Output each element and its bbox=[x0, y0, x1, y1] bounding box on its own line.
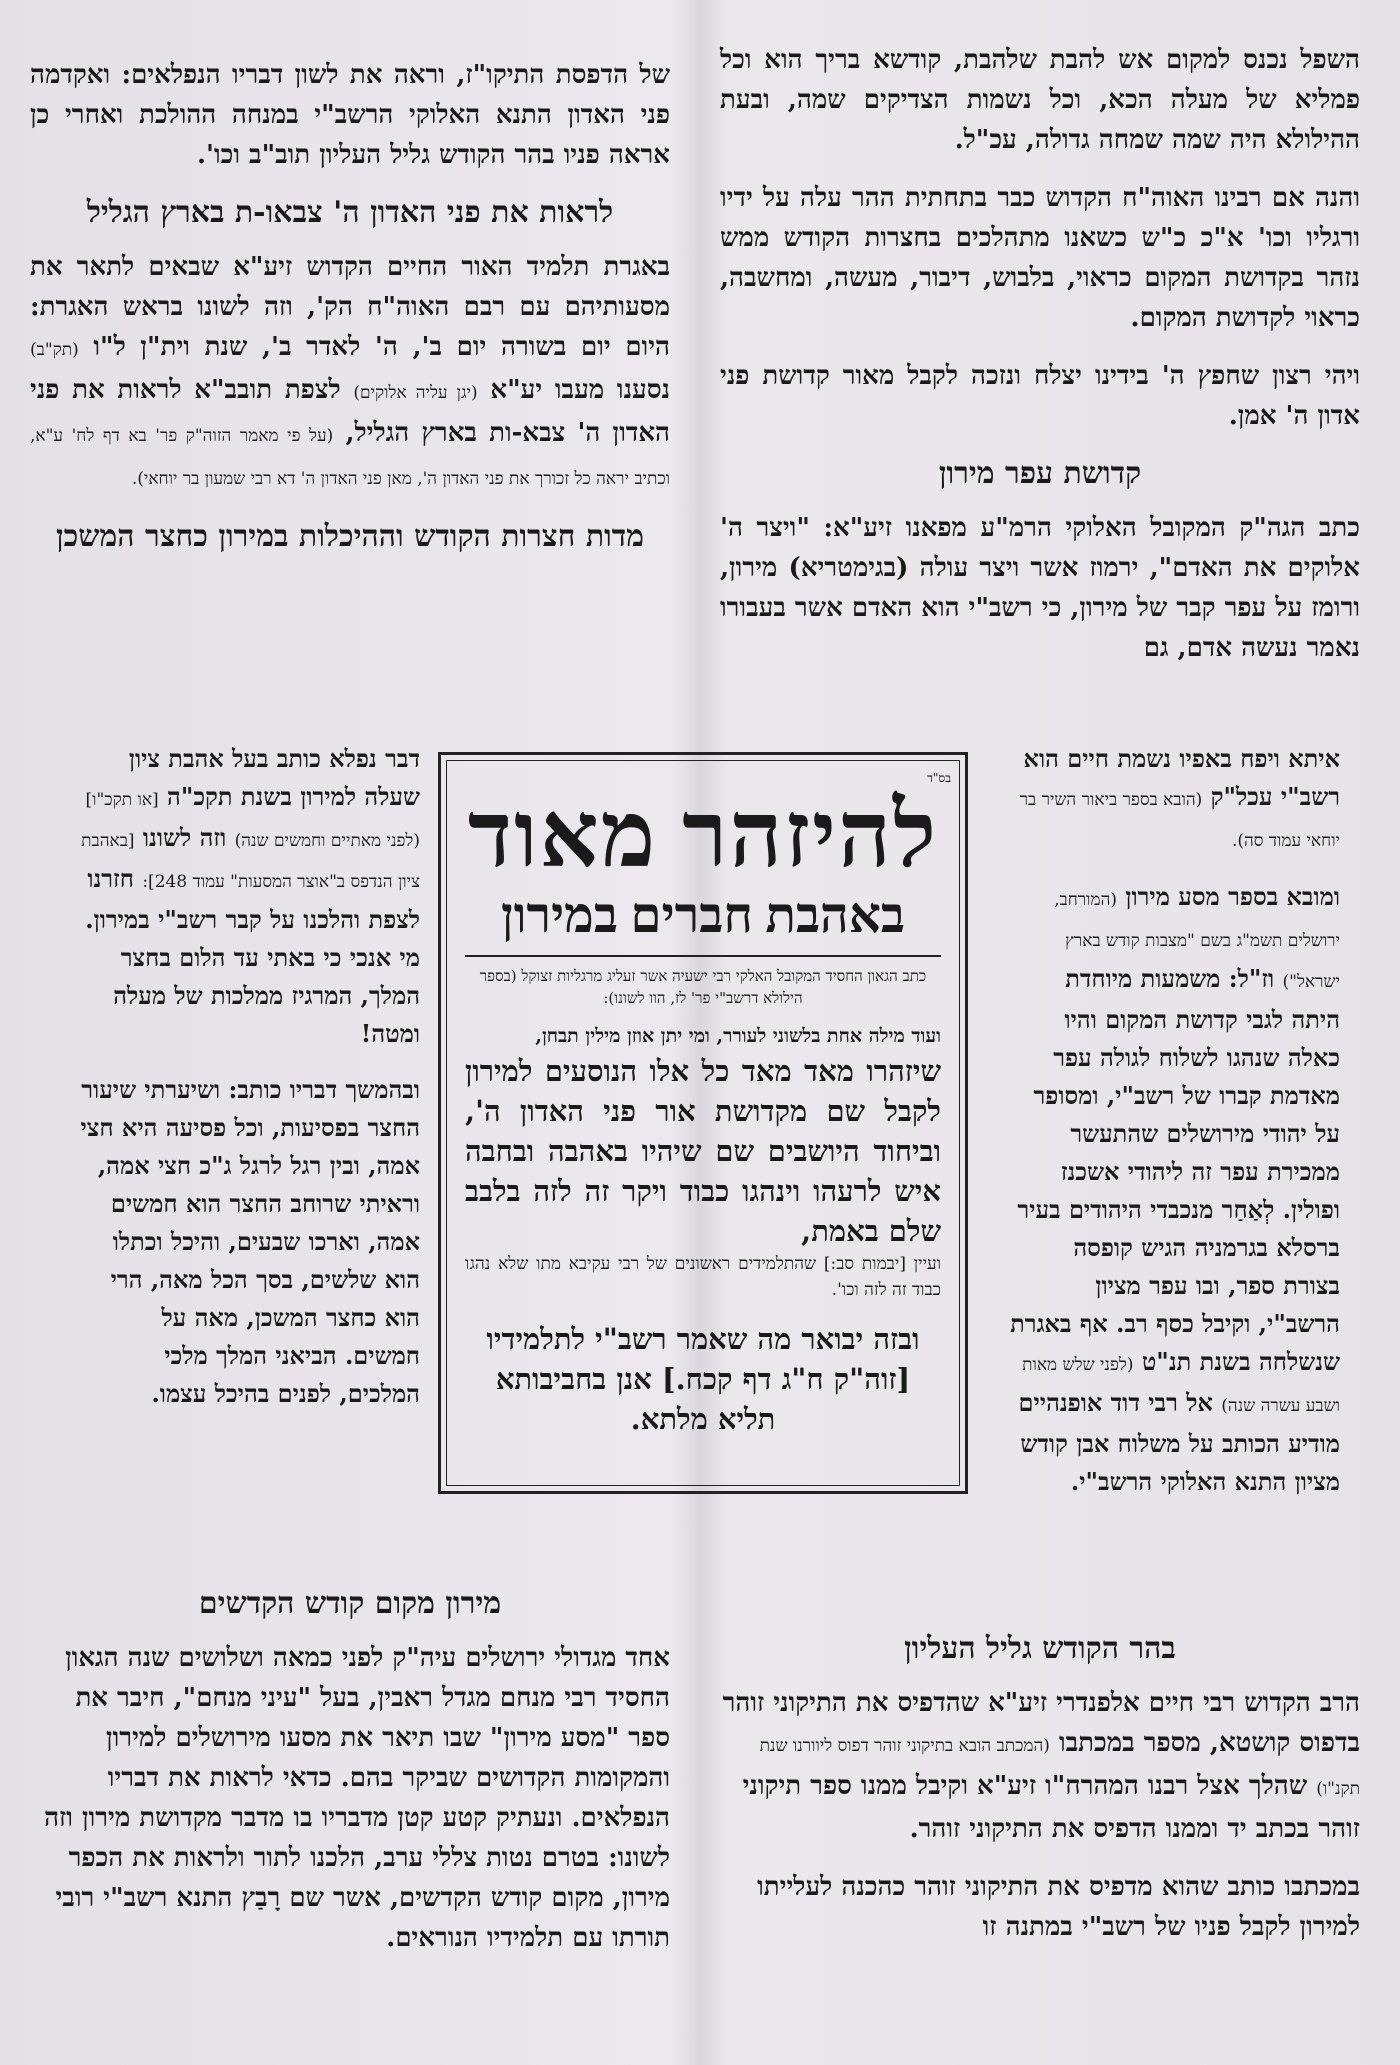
paragraph bbox=[1010, 740, 1340, 860]
paragraph: ויהי רצון שחפץ ה' בידינו יצלח ונזכה לקבל מאור קדושת פני אדון ה' אמן. bbox=[720, 361, 1360, 431]
citation: [או תקכ"ו] (לפני מאתיים וחמשים שנה) bbox=[85, 790, 420, 851]
text-run: נסענו מעבו יע"א bbox=[490, 375, 670, 405]
text-run: אל רבי דוד אופנהיים מודיע הכותב על משלוח אבן קודש מציון התנא האלוקי הרשב"י. bbox=[1018, 1388, 1340, 1496]
right-narrow-column bbox=[1010, 740, 1340, 1519]
text-run: לצפת תובב"א לראות את פני האדון ה' צבא-ות בארץ הגליל, bbox=[30, 375, 670, 448]
paragraph bbox=[720, 1683, 1360, 1849]
paragraph: במכתבו כותב שהוא מדפיס את התיקוני זוהר כהכנה לעלייתו למירון לקבל פניו של רשב"י במתנה זו bbox=[757, 1872, 1360, 1942]
text-run: איתא ויפח באפיו נשמת חיים הוא רשב"י עכל"ק bbox=[1023, 744, 1340, 811]
bs-d-mark: בס"ד bbox=[927, 771, 951, 785]
citation: (תק"ב) bbox=[30, 340, 79, 360]
bottom-left-section bbox=[30, 1570, 670, 1976]
citation: (המורחב, ירושלים תשמ"ג בשם "מצבות קודש בארץ ישראל") bbox=[1054, 890, 1340, 992]
section-heading-holy-of-holies: מירון מקום קודש הקדשים bbox=[198, 1586, 502, 1621]
paragraph: של הדפסת התיקו"ז, וראה את לשון דבריו הנפלאים: ואקדמה פני האדון התנא האלוקי הרשב"י במנחה ההולכת ואחרי כן אראה פניו בהר הקודש גליל העליון תוב"ב וכו'. bbox=[30, 60, 670, 170]
paragraph bbox=[1010, 878, 1340, 1501]
citation: [באהבת ציון הנדפס ב"אוצר המסעות" עמוד 248]: bbox=[81, 831, 420, 892]
citation: (על פי מאמר הזוה"ק פר' בא דף לח' ע"א, וכתיב יראה כל זכורך את פני האדון ה', מאן פני האדון ה' דא רבי שמעון בר יוחאי). bbox=[30, 426, 670, 489]
citation: (יגן עליה אלוקים) bbox=[353, 383, 478, 403]
box-author-line: כתב הגאון החסיד המקובל האלקי רבי ישעיה אשר זעליג מרגליות זצוקל (בספר הילולא דרשב"י פר' לז, הוו לשונו): bbox=[465, 955, 941, 1009]
citation: (לפני שלש מאות ושבע עשרה שנה) bbox=[1022, 1355, 1340, 1416]
right-column bbox=[720, 40, 1360, 686]
section-heading-courts: מדות חצרות הקודש וההיכלות במירון כחצר המשכן bbox=[55, 519, 645, 554]
text-run: חזרנו לצפת והלכנו על קבר רשב"י במירון. מי אנכי כי באתי עד הלום בחצר המלך, המרגיז ממלכות של מעלה ומטה! bbox=[85, 864, 420, 1048]
text-run: שהלך אצל רבנו המהרח"ו זיע"א וקיבל ממנו ספר תיקוני זוהר בכתב יד וממנו הדפיס את התיקוני זוהר. bbox=[742, 1771, 1360, 1844]
paragraph: והנה אם רבינו האוה"ח הקדוש כבר בתחתית ההר עלה על ידיו ורגליו וכו' א"כ כ"ש כשאנו מתהלכים בחצרות הקודש ממש נזהר בקדושת המקום כראוי, בלבוש, דיבור, מעשה, ומחשבה, כראוי לקדושת המקום. bbox=[720, 183, 1360, 333]
paragraph bbox=[80, 740, 420, 1053]
citation: (המכתב הובא בתיקוני זוהר דפוס ליוורנו שנת תקנ"ו) bbox=[759, 1736, 1360, 1799]
paragraph: השפל נכנס למקום אש להבת שלהבת, קודשא בריך הוא וכל פמליא של מעלה הכא, וכל נשמות הצדיקים שמה, ובעת ההילולא היה שמה שמחה גדולה, עכ"ל. bbox=[720, 45, 1360, 155]
box-headline: להיזהר מאוד bbox=[467, 784, 939, 886]
section-heading-afar-miron: קדושת עפר מירון bbox=[938, 456, 1142, 491]
text-run: וז"ל: משמעות מיוחדת היתה לגבי קדושת המקום והיו כאלה שנהגו לשלוח לגולה עפר מאדמת קברו של רשב"י, ומסופר על יהודי מירושלים שהתעשר ממכירת עפר זה ליהודי אשכנז ופולין. לְאַחַר מנכבדי היהודים בעיר ברסלא בגרמניה הגיש קופסה בצורת ספר, ובו עפר מציון הרשב"י, וקיבל כסף רב. אף באגרת שנשלחה בשנת תנ"ט bbox=[1010, 964, 1340, 1376]
text-run: וזה לשונו bbox=[142, 823, 227, 852]
box-main-text: שיזהרו מאד מאד כל אלו הנוסעים למירון לקבל שם מקדושת אור פני האדון ה', וביחוד היושבים שם שיהיו באהבה ובחבה איש לרעהו וינהגו כבוד ויקר זה לזה בלבב שלם באמת, bbox=[465, 1054, 941, 1248]
paragraph: ובהמשך דבריו כותב: ושיערתי שיעור החצר בפסיעות, וכל פסיעה היא חצי אמה, ובין רגל לרגל ג"כ חצי אמה, וראיתי שרוחב החצר הוא חמשים אמה, וארכו שבעים, והיכל וכתלו הוא שלשים, בסך הכל מאה, הרי הוא כחצר המשכן, מאה על חמשים. הביאני המלך מלכי המלכים, לפנים בהיכל עצמו. bbox=[80, 1075, 420, 1408]
text-run: דבר נפלא כותב בעל אהבת ציון שעלה למירון בשנת תקכ"ה bbox=[128, 744, 420, 811]
box-closing: ובזה יבואר מה שאמר רשב"י לתלמידיו [זוה"ק ח"ג דף קכח.] אנן בחביבותא תליא מלתא. bbox=[486, 1322, 920, 1436]
section-heading-see-face: לראות את פני האדון ה' צבאו-ת בארץ הגליל bbox=[86, 195, 614, 230]
text-run: ומובא בספר מסע מירון bbox=[1125, 882, 1340, 911]
center-framed-box bbox=[438, 752, 968, 1494]
box-subheadline: באהבת חברים במירון bbox=[500, 887, 906, 943]
paragraph bbox=[30, 247, 670, 499]
paragraph: כתב הגה"ק המקובל האלוקי הרמ"ע מפאנו זיע"א: "ויצר ה' אלוקים את האדם", ירמוז אשר ויצר עולה (בגימטריא) מירון, ורומז על עפר קבר של מירון, כי רשב"י הוא האדם אשר בעבורו נאמר נעשה אדם, גם bbox=[720, 513, 1360, 663]
left-column bbox=[30, 55, 670, 571]
left-narrow-column bbox=[80, 740, 420, 1431]
paragraph: אחד מגדולי ירושלים עיה"ק לפני כמאה ושלושים שנה הגאון החסיד רבי מנחם מגדל ראבין, בעל "עיני מנחם", חיבר את ספר "מסע מירון" שבו תיאר את מסעו מירושלים למירון והמקומות הקדושים שביקר בהם. כדאי לראות את דבריו הנפלאים. ונעתיק קטע קטן מדבריו בו מדבר מקדושת מירון וזה לשונו: בטרם נטות צללי ערב, הלכנו לתור ולראות את הכפר מירון, מקום קודש הקדשים, אשר שם רָבַץ התנא רשב"י רובי תורתו עם תלמידיו הנוראים. bbox=[44, 1643, 670, 1953]
section-heading-upper-galilee: בהר הקודש גליל העליון bbox=[904, 1631, 1176, 1666]
citation: (הובא בספר ביאור השיר בר יוחאי עמוד סה). bbox=[1019, 790, 1340, 851]
box-reference: ועיין [יבמות סב:] שהתלמידים ראשונים של רבי עקיבא מתו שלא נהגו כבוד זה לזה וכו'. bbox=[465, 1254, 941, 1300]
text-run: הרב הקדוש רבי חיים אלפנדרי זיע"א שהדפיס את התיקוני זוהר בדפוס קושטא, מספר במכתבו bbox=[722, 1688, 1360, 1758]
bottom-right-section bbox=[720, 1615, 1360, 1965]
box-intro: ועוד מילה אחת בלשוני לעורר, ומי יתן אוזן מילין תבחן, bbox=[535, 1025, 941, 1047]
text-run: באגרת תלמיד האור החיים הקדוש זיע"א שבאים לתאר את מסעותיהם עם רבם האוה"ח הק', וזה לשונו בראש האגרת: היום יום בשורה יום ב', ה' לאדר ב', שנת וית"ן ל"ו bbox=[30, 252, 670, 362]
